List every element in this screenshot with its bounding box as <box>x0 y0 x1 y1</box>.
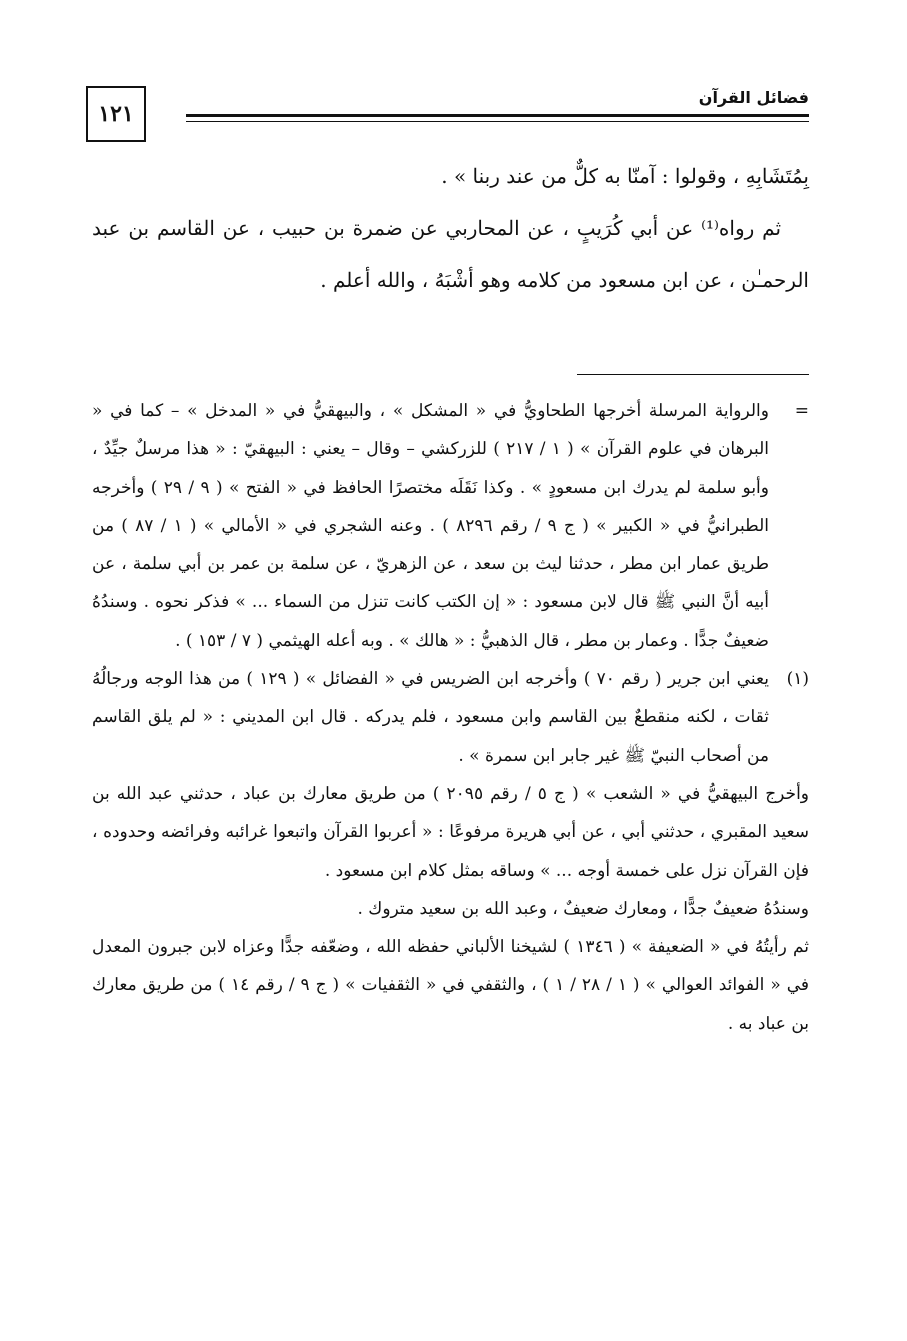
running-title: فضائل القرآن <box>698 88 809 107</box>
footnote-number: (١) <box>786 669 809 690</box>
footnote-continuation-marker: = <box>794 401 809 421</box>
footnote-separator <box>577 374 809 375</box>
page-number: ١٢١ <box>86 86 146 142</box>
footnote-text: وسندُهُ ضعيفٌ جدًّا ، ومعارك ضعيفٌ ، وعبد الله بن سعيد متروك . <box>357 898 809 919</box>
footnote-text: والرواية المرسلة أخرجها الطحاويُّ في « المشكل » ، والبيهقيُّ في « المدخل » – كما في « البرهان في علوم القرآن » ( ١ / ٢١٧ ) للزركشي – وقال – يعني : البيهقيّ : « هذا مرسلٌ جيِّدٌ ، وأبو سلمة لم يدرك ابن مسعودٍ » . وكذا نَقَلَه مختصرًا الحافظ في « الفتح » ( ٩ / ٢٩ ) وأخرجه الطبرانيُّ في « الكبير » ( ج ٩ / رقم ٨٢٩٦ ) . وعنه الشجري في « الأمالي » ( ١ / ٨٧ ) من طريق عمار ابن مطر ، حدثنا ليث بن سعد ، عن الزهريّ ، عن سلمة بن عمر بن أبي سلمة ، عن أبيه أنَّ النبي ﷺ قال لابن مسعود : « إن الكتب كانت تنزل من السماء ... » فذكر نحوه . وسندُهُ ضعيفٌ جدًّا . وعمار بن مطر ، قال الذهبيُّ : « هالك » . وبه أعله الهيثمي ( ٧ / ١٥٣ ) . <box>92 401 769 651</box>
header-rule <box>186 114 809 117</box>
footnotes <box>92 392 809 1043</box>
main-paragraph: ثم رواه⁽¹⁾ عن أبي كُرَيبٍ ، عن المحاربي عن ضمرة بن حبيب ، عن القاسم بن عبد الرحمـٰن ، عن ابن مسعود من كلامه وهو أشْبَهُ ، والله أعلم . <box>92 216 809 292</box>
footnote-1 <box>92 660 809 775</box>
footnote-continuation <box>92 392 809 660</box>
main-text <box>92 150 809 306</box>
footnote-1-continued <box>92 775 809 1043</box>
footnote-text: ثم رأيتُهُ في « الضعيفة » ( ١٣٤٦ ) لشيخنا الألباني حفظه الله ، وضعّفه جدًّا وعزاه لابن جبرون المعدل في « الفوائد العوالي » ( ١ / ٢٨ / ١ ) ، والثقفي في « الثقفيات » ( ج ٩ / رقم ١٤ ) من طريق معارك بن عباد به . <box>92 937 809 1034</box>
main-paragraph: بِمُتَشَابِهِ ، وقولوا : آمنّا به كلٌّ من عند ربنا » . <box>441 164 809 188</box>
footnote-text: وأخرج البيهقيُّ في « الشعب » ( ج ٥ / رقم ٢٠٩٥ ) من طريق معارك بن عباد ، حدثني عبد الله بن سعيد المقبري ، حدثني أبي ، عن أبي هريرة مرفوعًا : « أعربوا القرآن واتبعوا غرائبه وفرائضه وحدوده ، فإن القرآن نزل على خمسة أوجه ... » وساقه بمثل كلام ابن مسعود . <box>92 783 810 881</box>
header-rule-thin <box>186 121 809 122</box>
footnote-text: يعني ابن جرير ( رقم ٧٠ ) وأخرجه ابن الضريس في « الفضائل » ( ١٢٩ ) من هذا الوجه ورجالُهُ ثقات ، لكنه منقطعٌ بين القاسم وابن مسعود ، فلم يدركه . قال ابن المديني : « لم يلق القاسم من أصحاب النبيّ ﷺ غير جابر ابن سمرة » . <box>92 669 769 766</box>
